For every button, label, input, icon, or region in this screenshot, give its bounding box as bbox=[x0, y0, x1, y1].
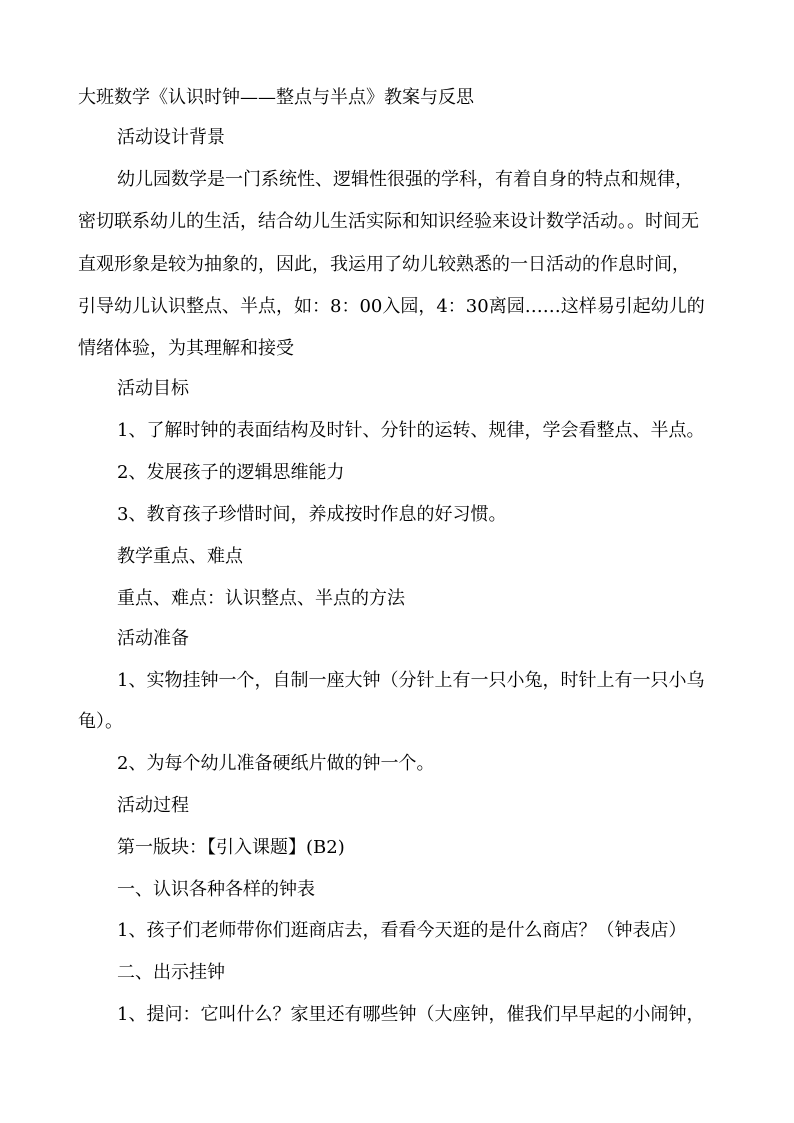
process-block-heading: 第一版块：【引入课题】(B2) bbox=[117, 837, 345, 858]
goal-item: 2、发展孩子的逻辑思维能力 bbox=[117, 462, 345, 483]
section-heading-background: 活动设计背景 bbox=[117, 127, 225, 148]
goal-item: 3、教育孩子珍惜时间，养成按时作息的好习惯。 bbox=[117, 504, 507, 525]
preparation-item: 1、实物挂钟一个，自制一座大钟（分针上有一只小兔，时针上有一只小乌 bbox=[117, 670, 705, 691]
section-heading-preparation: 活动准备 bbox=[117, 628, 189, 649]
key-points-text: 重点、难点：认识整点、半点的方法 bbox=[117, 588, 405, 609]
section-heading-process: 活动过程 bbox=[117, 795, 189, 816]
process-step-detail: 1、孩子们老师带你们逛商店去，看看今天逛的是什么商店？（钟表店） bbox=[117, 920, 687, 941]
background-paragraph-line: 密切联系幼儿的生活，结合幼儿生活实际和知识经验来设计数学活动。。时间无 bbox=[78, 211, 699, 232]
background-paragraph-line: 幼儿园数学是一门系统性、逻辑性很强的学科，有着自身的特点和规律， bbox=[117, 169, 693, 190]
preparation-item-continued: 龟）。 bbox=[78, 711, 123, 732]
background-paragraph-line: 情绪体验，为其理解和接受 bbox=[78, 338, 294, 359]
process-step-detail: 1、提问：它叫什么？家里还有哪些钟（大座钟，催我们早早起的小闹钟， bbox=[117, 1004, 705, 1025]
background-paragraph-line: 直观形象是较为抽象的，因此，我运用了幼儿较熟悉的一日活动的作息时间， bbox=[78, 254, 690, 275]
background-paragraph-line: 引导幼儿认识整点、半点，如：8：00入园，4：30离园……这样易引起幼儿的 bbox=[78, 296, 705, 317]
section-heading-key-points: 教学重点、难点 bbox=[117, 546, 243, 567]
process-step: 一、认识各种各样的钟表 bbox=[117, 879, 315, 900]
goal-item: 1、了解时钟的表面结构及时针、分针的运转、规律，学会看整点、半点。 bbox=[117, 420, 705, 441]
document-title: 大班数学《认识时钟——整点与半点》教案与反思 bbox=[78, 87, 474, 108]
process-step: 二、出示挂钟 bbox=[117, 962, 225, 983]
section-heading-goals: 活动目标 bbox=[117, 378, 189, 399]
preparation-item: 2、为每个幼儿准备硬纸片做的钟一个。 bbox=[117, 753, 435, 774]
